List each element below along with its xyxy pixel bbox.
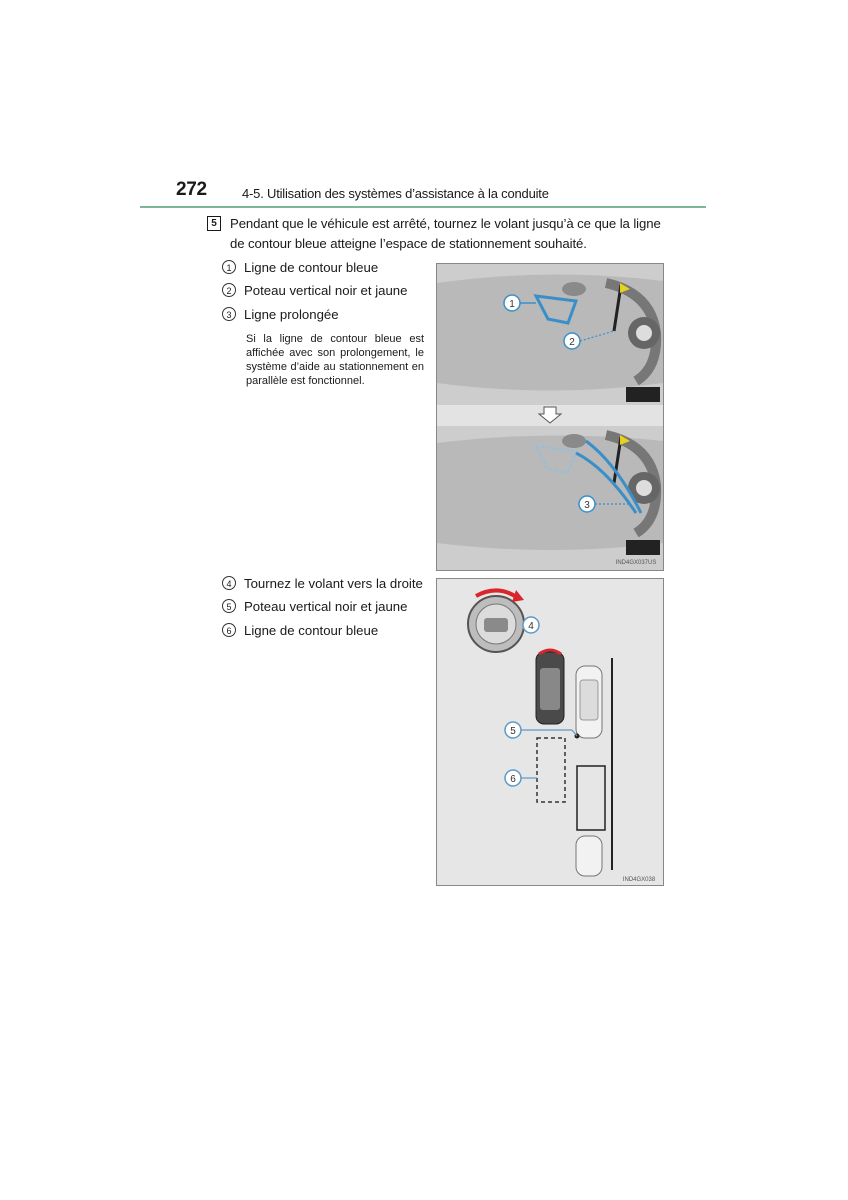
header-divider — [140, 206, 706, 208]
list-item-label: Poteau vertical noir et jaune — [244, 599, 408, 614]
parked-car-icon — [576, 666, 602, 738]
list-item — [222, 598, 407, 616]
callout-4-text: 4 — [528, 621, 534, 632]
camera-screen-bottom — [437, 426, 663, 570]
callout-number: 4 — [222, 576, 236, 590]
page-header — [0, 0, 848, 210]
figure-code: IND4GX037US — [615, 560, 657, 566]
page-number: 272 — [176, 179, 207, 200]
step-number-badge: 5 — [207, 216, 221, 231]
list-item-label: Ligne prolongée — [244, 307, 339, 322]
step-text: Pendant que le véhicule est arrêté, tournez le volant jusqu’à ce que la ligne de contour bleue atteigne l’espace de stationnement souhaité. — [230, 216, 661, 251]
list-item — [222, 282, 407, 300]
list-item — [222, 306, 339, 324]
car-icon — [562, 434, 586, 448]
callout-number: 3 — [222, 307, 236, 321]
list-item-label: Ligne de contour bleue — [244, 623, 379, 638]
screen-buttons — [626, 540, 660, 555]
figure-code: IND4GX038 — [622, 877, 656, 883]
own-car-icon — [536, 650, 564, 724]
callout-1-text: 1 — [509, 299, 515, 310]
callout-2-text: 2 — [569, 337, 575, 348]
camera-screen-top — [437, 264, 663, 405]
figure-parking-diagram — [436, 578, 664, 886]
note-text: Si la ligne de contour bleue est affichée avec son prolongement, le système d’aide au stationnement en parallèle est fonctionnel. — [246, 333, 424, 387]
callout-number: 1 — [222, 260, 236, 274]
callout-number: 2 — [222, 283, 236, 297]
callout-number: 6 — [222, 623, 236, 637]
callout-3-text: 3 — [584, 500, 590, 511]
callout-6-text: 6 — [510, 774, 516, 785]
callout-5-text: 5 — [510, 726, 516, 737]
list-item-label: Poteau vertical noir et jaune — [244, 283, 408, 298]
list-item — [222, 259, 378, 277]
section-title: 4-5. Utilisation des systèmes d’assistance à la conduite — [242, 186, 549, 201]
list-item-label: Ligne de contour bleue — [244, 260, 379, 275]
callout-number: 5 — [222, 599, 236, 613]
car-icon — [562, 282, 586, 296]
screen-buttons — [626, 387, 660, 402]
list-item — [222, 575, 423, 593]
parked-car-icon — [576, 836, 602, 876]
list-item — [222, 622, 378, 640]
figure-parking-guide-screens — [436, 263, 664, 571]
list-item-label: Tournez le volant vers la droite — [244, 576, 423, 591]
